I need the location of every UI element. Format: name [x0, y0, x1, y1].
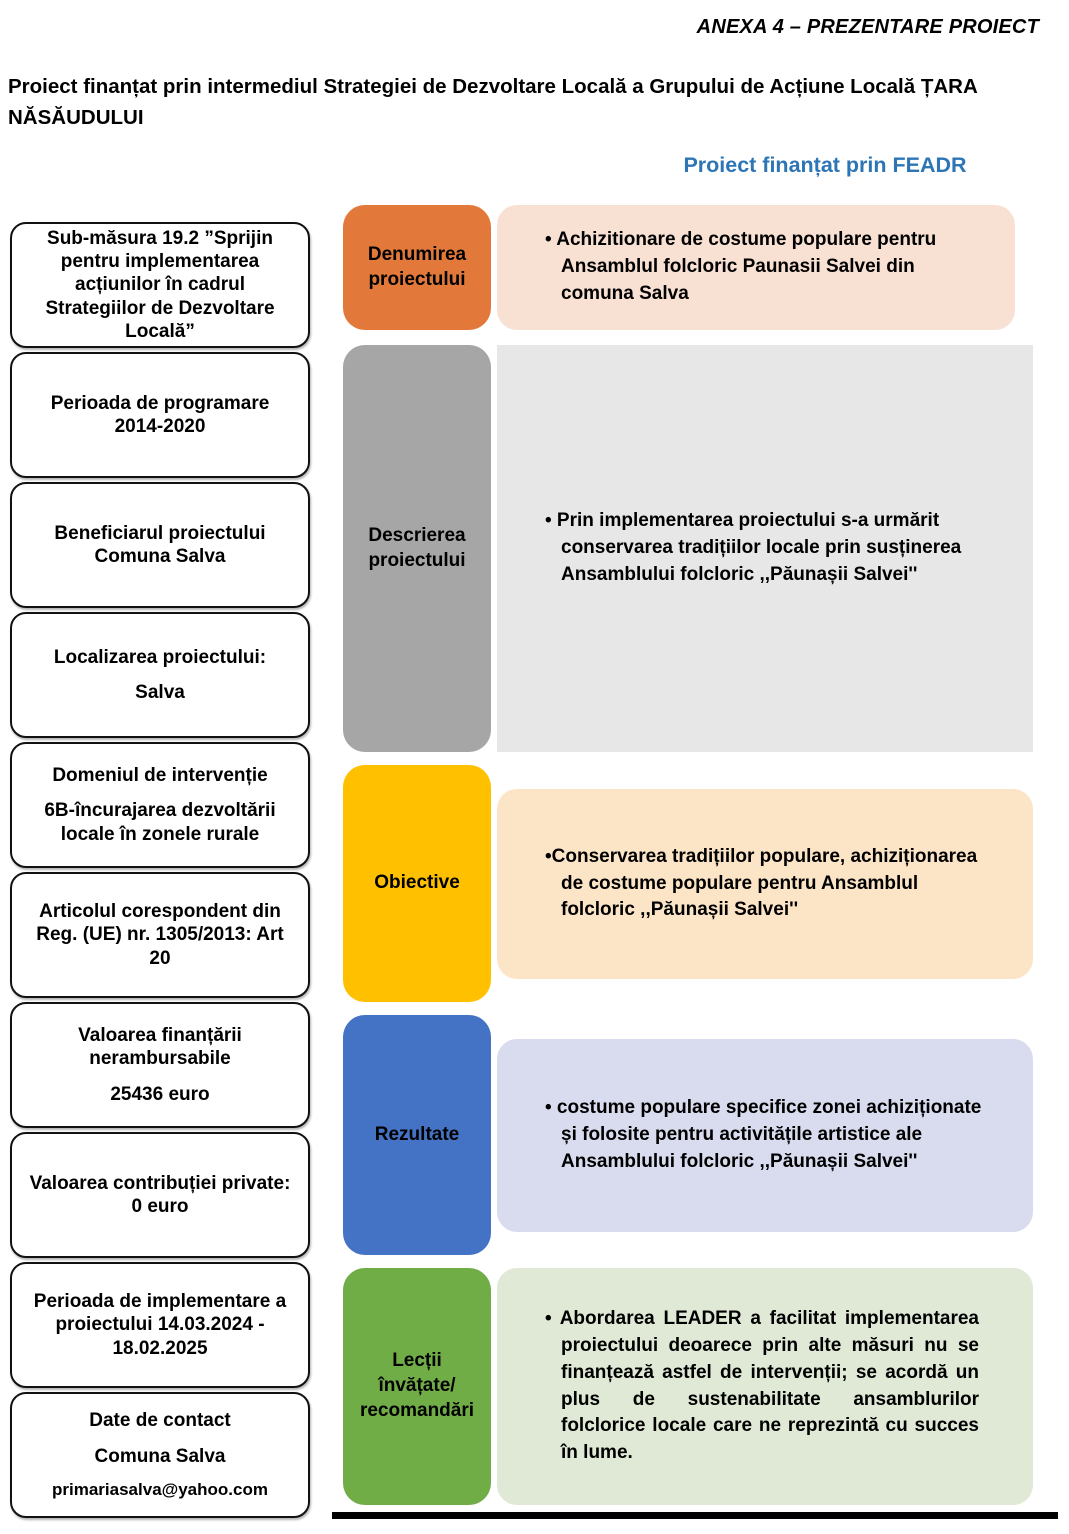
contact-email: primariasalva@yahoo.com: [52, 1479, 268, 1499]
left-info-column: [10, 222, 310, 1522]
info-box-domeniu-interventie: [10, 742, 310, 868]
info-text: Sub-măsura 19.2 ”Sprijin pentru implementarea acțiunilor în cadrul Strategiilor de Dezvoltare Locală”: [45, 228, 275, 342]
annex-title: ANEXA 4 – PREZENTARE PROIECT: [696, 16, 1039, 38]
section-obiective: [343, 765, 1033, 1002]
info-box-contributie-privata: [10, 1132, 310, 1258]
info-text: Valoarea finanțării nerambursabile: [78, 1025, 242, 1070]
section-label-descrierea-proiectului: Descrierea proiectului: [343, 345, 491, 752]
section-content-denumirea-proiectului: [497, 205, 1015, 330]
info-box-contact: [10, 1392, 310, 1518]
section-label-denumirea-proiectului: Denumirea proiectului: [343, 205, 491, 330]
section-text: • Achizitionare de costume populare pentru Ansamblul folcloric Paunasii Salvei din comuna Salva: [545, 229, 937, 304]
section-content-descrierea-proiectului: [497, 345, 1033, 752]
info-text: Articolul corespondent din Reg. (UE) nr. 1305/2013: Art 20: [36, 901, 284, 969]
section-descrierea-proiectului: [343, 345, 1033, 752]
info-box-submasura: [10, 222, 310, 348]
info-box-articol: [10, 872, 310, 998]
info-text: 25436 euro: [110, 1083, 210, 1105]
section-lectii-invatate: [343, 1268, 1033, 1505]
info-text: Perioada de implementare a proiectului 14.03.2024 - 18.02.2025: [33, 1291, 287, 1359]
section-text: •Conservarea tradițiilor populare, achiziționarea de costume populare pentru Ansamblul folcloric ,,Păunașii Salvei'': [545, 845, 978, 921]
section-content-obiective: [497, 789, 1033, 979]
info-text: 6B-încurajarea dezvoltării locale în zonele rurale: [44, 800, 276, 845]
info-text: Perioada de programare 2014-2020: [50, 392, 270, 437]
info-text: Localizarea proiectului:: [53, 646, 267, 668]
section-label-lectii-invatate: Lecții învățate/ recomandări: [343, 1268, 491, 1505]
info-text: Beneficiarul proiectului Comuna Salva: [54, 522, 266, 567]
info-text: Comuna Salva: [94, 1445, 226, 1467]
section-label-rezultate: Rezultate: [343, 1015, 491, 1255]
section-rezultate: [343, 1015, 1033, 1255]
section-text: • Prin implementarea proiectului s-a urmărit conservarea tradițiilor locale prin susținerea Ansamblului folcloric ,,Păunașii Salvei'': [545, 510, 962, 585]
info-box-perioada-programare: [10, 352, 310, 478]
section-text: • Abordarea LEADER a facilitat implementarea proiectului deoarece prin alte măsuri nu se finanțează astfel de intervenții; se acordă un plus de sustenabilitate ansamblurilor folclorice locale care ne reprezintă cu succes în lume.: [545, 1307, 979, 1464]
project-sections: [343, 205, 1033, 1505]
funding-note: Proiect finanțat prin FEADR: [683, 153, 967, 177]
info-box-beneficiar: [10, 482, 310, 608]
info-text: Salva: [135, 682, 185, 703]
info-text: Date de contact: [89, 1410, 231, 1432]
section-label-obiective: Obiective: [343, 765, 491, 1002]
info-box-localizare: [10, 612, 310, 738]
section-content-lectii-invatate: [497, 1268, 1033, 1505]
info-text: Valoarea contribuției private: 0 euro: [29, 1172, 291, 1217]
bottom-rule: [332, 1512, 1058, 1519]
section-content-rezultate: [497, 1039, 1033, 1232]
info-box-perioada-implementare: [10, 1262, 310, 1388]
info-box-valoare-finantare: [10, 1002, 310, 1128]
page-title: Proiect finanțat prin intermediul Strategiei de Dezvoltare Locală a Grupului de Acțiune Locală ȚARA NĂSĂUDULUI: [8, 75, 977, 129]
section-denumirea-proiectului: [343, 205, 1033, 330]
section-text: • costume populare specifice zonei achiziționate și folosite pentru activitățile artistice ale Ansamblului folcloric ,,Păunașii Salvei'': [545, 1097, 982, 1172]
info-text: Domeniul de intervenție: [52, 765, 268, 787]
